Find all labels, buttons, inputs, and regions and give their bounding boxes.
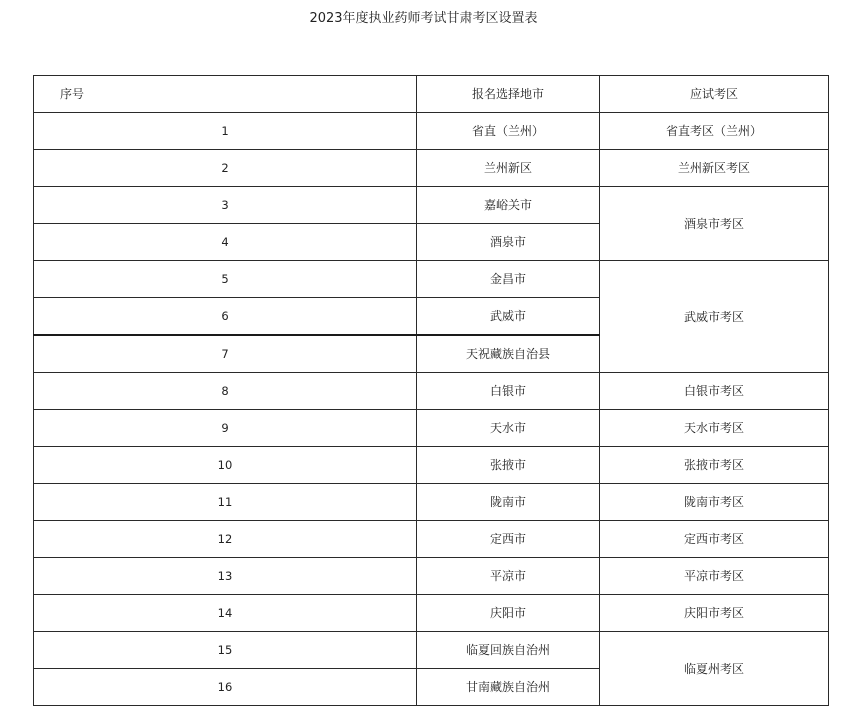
table-row [34, 521, 829, 558]
row-city: 甘南藏族自治州 [417, 669, 600, 706]
row-city: 庆阳市 [417, 595, 600, 632]
row-city: 武威市 [417, 298, 600, 336]
row-index: 5 [34, 261, 417, 298]
row-index: 2 [34, 150, 417, 187]
row-exam-area: 武威市考区 [600, 261, 829, 373]
document-title: 2023年度执业药师考试甘肃考区设置表 [309, 11, 538, 26]
row-city: 酒泉市 [417, 224, 600, 261]
row-index: 14 [34, 595, 417, 632]
table-row [34, 113, 829, 150]
table-row [34, 261, 829, 298]
row-index: 7 [34, 335, 417, 373]
table-row [34, 632, 829, 669]
header-city: 报名选择地市 [417, 76, 600, 113]
row-exam-area: 陇南市考区 [600, 484, 829, 521]
row-index: 9 [34, 410, 417, 447]
row-index: 10 [34, 447, 417, 484]
table-header-row [34, 76, 829, 113]
row-index: 3 [34, 187, 417, 224]
row-city: 天水市 [417, 410, 600, 447]
row-exam-area: 酒泉市考区 [600, 187, 829, 261]
row-exam-area: 省直考区（兰州） [600, 113, 829, 150]
row-index: 8 [34, 373, 417, 410]
row-exam-area: 庆阳市考区 [600, 595, 829, 632]
table-row [34, 410, 829, 447]
table-row [34, 595, 829, 632]
row-city: 陇南市 [417, 484, 600, 521]
table-row [34, 150, 829, 187]
row-city: 省直（兰州） [417, 113, 600, 150]
row-city: 嘉峪关市 [417, 187, 600, 224]
row-index: 1 [34, 113, 417, 150]
row-city: 定西市 [417, 521, 600, 558]
row-city: 兰州新区 [417, 150, 600, 187]
table-row [34, 558, 829, 595]
row-exam-area: 定西市考区 [600, 521, 829, 558]
row-exam-area: 白银市考区 [600, 373, 829, 410]
row-exam-area: 临夏州考区 [600, 632, 829, 706]
row-city: 平凉市 [417, 558, 600, 595]
table-row [34, 187, 829, 224]
table-row [34, 373, 829, 410]
row-city: 天祝藏族自治县 [417, 335, 600, 373]
table-row [34, 484, 829, 521]
table-row [34, 447, 829, 484]
row-index: 6 [34, 298, 417, 336]
row-city: 张掖市 [417, 447, 600, 484]
row-city: 金昌市 [417, 261, 600, 298]
row-index: 16 [34, 669, 417, 706]
row-exam-area: 兰州新区考区 [600, 150, 829, 187]
row-index: 15 [34, 632, 417, 669]
header-exam-area: 应试考区 [600, 76, 829, 113]
header-index: 序号 [34, 76, 417, 113]
row-city: 白银市 [417, 373, 600, 410]
row-exam-area: 张掖市考区 [600, 447, 829, 484]
row-index: 11 [34, 484, 417, 521]
row-index: 13 [34, 558, 417, 595]
exam-area-table [33, 75, 829, 706]
row-exam-area: 平凉市考区 [600, 558, 829, 595]
row-index: 4 [34, 224, 417, 261]
row-exam-area: 天水市考区 [600, 410, 829, 447]
row-city: 临夏回族自治州 [417, 632, 600, 669]
row-index: 12 [34, 521, 417, 558]
